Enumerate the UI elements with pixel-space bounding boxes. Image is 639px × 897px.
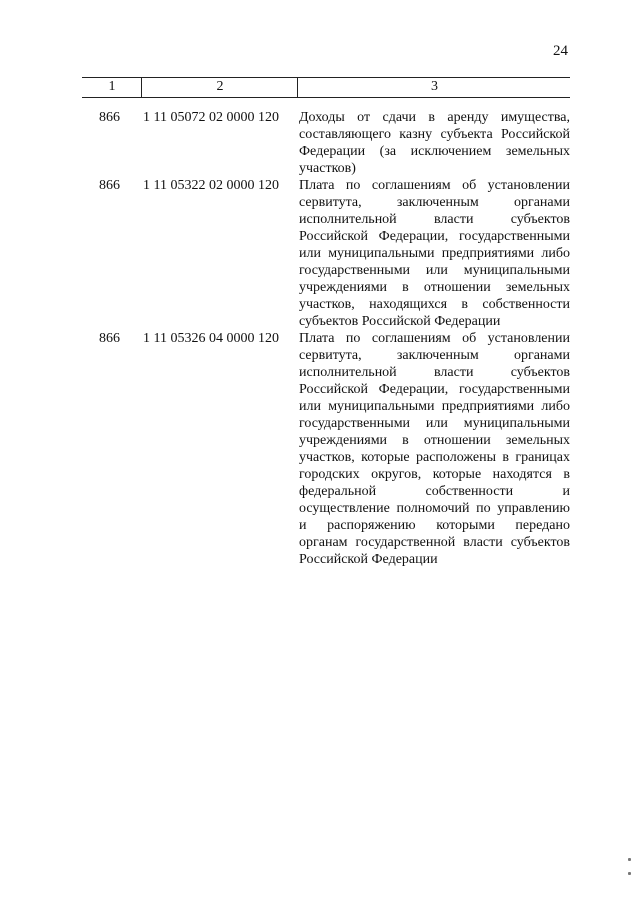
- table-row: [0, 177, 639, 330]
- table-row: [0, 330, 639, 568]
- table-body: [0, 109, 639, 568]
- admin-code-cell: 866: [99, 331, 120, 346]
- table-header-top-rule: [82, 77, 570, 78]
- page-number: 24: [553, 43, 568, 59]
- admin-code-cell: 866: [99, 110, 120, 125]
- table-header-col-2: 2: [216, 79, 224, 94]
- table-header-bottom-rule: [82, 97, 570, 98]
- table-header-separator: [297, 77, 298, 97]
- income-name-cell: Плата по соглашениям об установлении сервитута, заключенным органами исполнительной власти субъектов Российской Федерации, государственными или муниципальными предприятиями либо государственными или муниципальными учреждениями в отношении земельных участков, которые расположены в границах городских округов, которые находятся в федеральной собственности и осуществление полномочий по управлению и распоряжению которыми передано органам государственной власти субъектов Российской Федерации: [299, 331, 570, 567]
- scan-mark: [628, 858, 631, 861]
- income-name-cell: Доходы от сдачи в аренду имущества, составляющего казну субъекта Российской Федерации (за исключением земельных участков): [299, 110, 570, 176]
- budget-code-cell: 1 11 05326 04 0000 120: [143, 331, 279, 346]
- admin-code-cell: 866: [99, 178, 120, 193]
- budget-code-cell: 1 11 05072 02 0000 120: [143, 110, 279, 125]
- scan-mark: [628, 872, 631, 875]
- table-header-col-1: 1: [108, 79, 116, 94]
- table-header-col-3: 3: [431, 79, 438, 94]
- table-header-separator: [141, 77, 142, 97]
- table-row: [0, 109, 639, 177]
- budget-code-cell: 1 11 05322 02 0000 120: [143, 178, 279, 193]
- income-name-cell: Плата по соглашениям об установлении сервитута, заключенным органами исполнительной власти субъектов Российской Федерации, государственными или муниципальными предприятиями либо государственными или муниципальными учреждениями в отношении земельных участков, находящихся в собственности субъектов Российской Федерации: [299, 178, 570, 329]
